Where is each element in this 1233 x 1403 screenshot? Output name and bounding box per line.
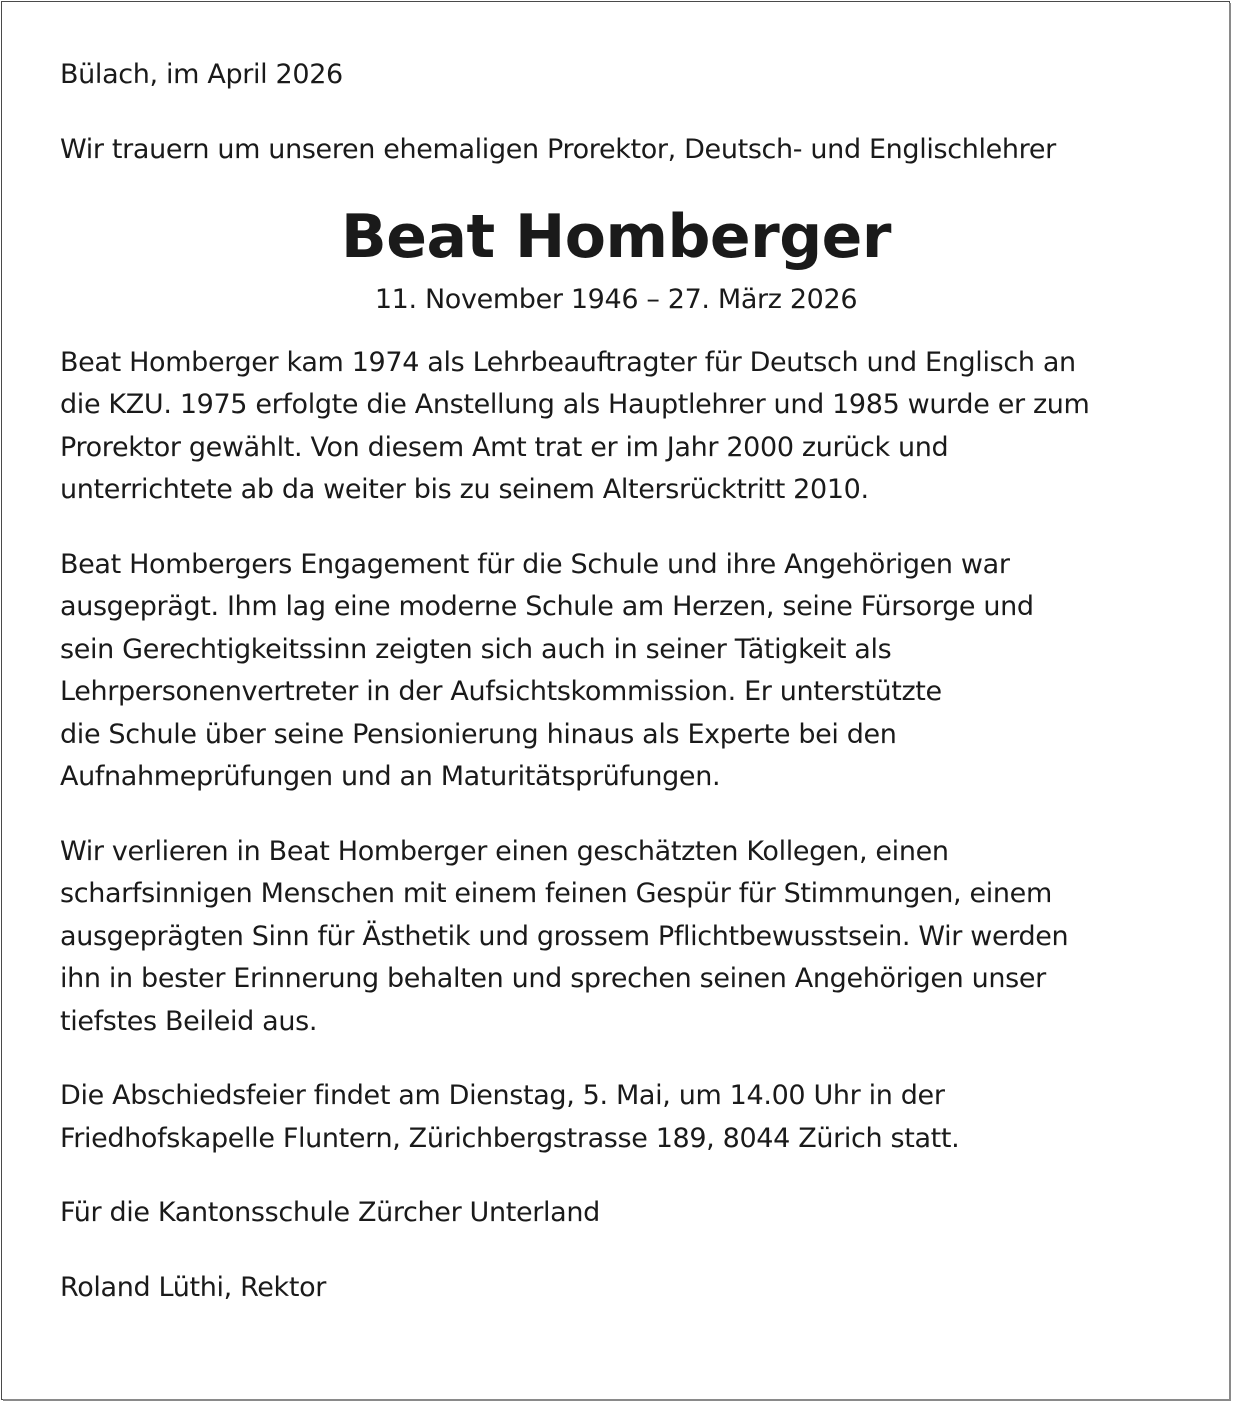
paragraph-line: unterrichtete ab da weiter bis zu seinem Altersrücktritt 2010. xyxy=(60,474,869,505)
paragraph-line: tiefstes Beileid aus. xyxy=(60,1005,318,1037)
paragraph-line: die KZU. 1975 erfolgte die Anstellung als Hauptlehrer und 1985 wurde er zum xyxy=(60,389,1090,420)
paragraph-line: die Schule über seine Pensionierung hinaus als Experte bei den xyxy=(60,718,897,750)
paragraph-line: Beat Homberger kam 1974 als Lehrbeauftragter für Deutsch und Englisch an xyxy=(60,346,1076,378)
life-dates: 11. November 1946 – 27. März 2026 xyxy=(374,284,858,315)
paragraph-line: Friedhofskapelle Fluntern, Zürichbergstrasse 189, 8044 Zürich statt. xyxy=(60,1122,960,1154)
notice-frame xyxy=(1,1,1230,1400)
paragraph-line: sein Gerechtigkeitssinn zeigten sich auch in seiner Tätigkeit als xyxy=(60,633,892,665)
notice-content xyxy=(60,54,1190,1309)
paragraph-line: ausgeprägt. Ihm lag eine moderne Schule am Herzen, seine Fürsorge und xyxy=(60,591,1034,622)
paragraph-line: Wir verlieren in Beat Homberger einen geschätzten Kollegen, einen xyxy=(60,835,949,867)
paragraph-tribute xyxy=(60,831,1190,1044)
place-date: Bülach, im April 2026 xyxy=(60,59,343,90)
paragraph-line: Beat Hombergers Engagement für die Schule und ihre Angehörigen war xyxy=(60,548,1010,580)
closing-line: Für die Kantonsschule Zürcher Unterland xyxy=(60,1197,600,1228)
paragraph-line: Prorektor gewählt. Von diesem Amt trat er im Jahr 2000 zurück und xyxy=(60,431,949,463)
deceased-name: Beat Homberger xyxy=(341,202,891,272)
paragraph-ceremony xyxy=(60,1075,1190,1160)
paragraph-line: Lehrpersonenvertreter in der Aufsichtskommission. Er unterstützte xyxy=(60,676,942,707)
paragraph-line: Die Abschiedsfeier findet am Dienstag, 5. Mai, um 14.00 Uhr in der xyxy=(60,1080,945,1111)
paragraph-line: ihn in bester Erinnerung behalten und sprechen seinen Angehörigen unser xyxy=(60,963,1046,994)
paragraph-line: scharfsinnigen Menschen mit einem feinen Gespür für Stimmungen, einem xyxy=(60,878,1052,909)
paragraph-line: ausgeprägten Sinn für Ästhetik und grossem Pflichtbewusstsein. Wir werden xyxy=(60,920,1069,952)
intro-text: Wir trauern um unseren ehemaligen Prorektor, Deutsch- und Englischlehrer xyxy=(60,133,1056,165)
paragraph-career xyxy=(60,342,1190,512)
signature: Roland Lüthi, Rektor xyxy=(60,1271,326,1303)
paragraph-engagement xyxy=(60,544,1190,799)
paragraph-line: Aufnahmeprüfungen und an Maturitätsprüfungen. xyxy=(60,761,721,792)
